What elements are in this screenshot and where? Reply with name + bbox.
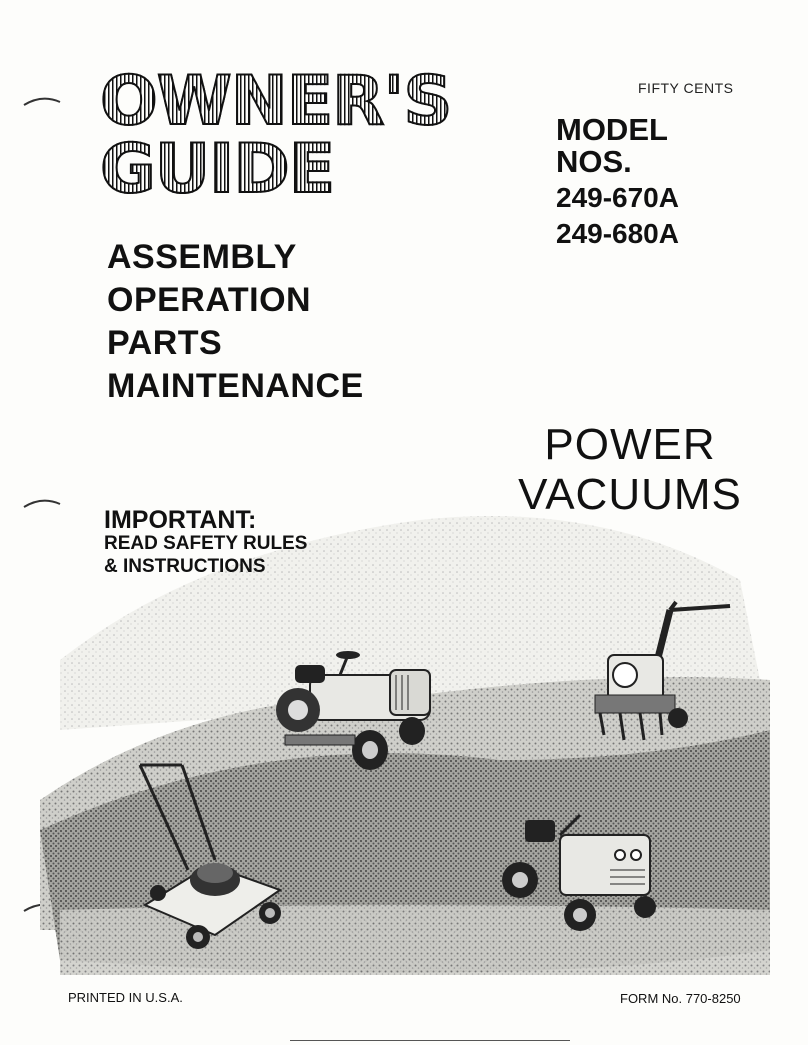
section-operation: OPERATION [107,281,312,319]
model-label-line-1: MODEL [556,112,668,147]
important-heading: IMPORTANT: [104,506,257,534]
section-maintenance: MAINTENANCE [107,367,364,405]
model-label-line-2: NOS. [556,144,632,179]
form-number: FORM No. 770-8250 [620,991,741,1006]
printed-in-label: PRINTED IN U.S.A. [68,990,183,1005]
model-number: 249-680A [556,218,679,249]
title-line-2: GUIDE [100,130,335,209]
safety-line-2: & INSTRUCTIONS [104,556,266,577]
product-name [500,420,760,520]
price-label: FIFTY CENTS [638,80,734,96]
safety-notice [104,532,307,578]
section-assembly: ASSEMBLY [107,238,297,276]
product-line-2: VACUUMS [518,470,742,519]
bottom-rule [290,1040,570,1041]
section-list [107,236,364,408]
product-line-1: POWER [544,420,716,469]
model-label [556,114,668,178]
owners-guide-title [100,62,452,209]
title-line-1: OWNER'S [100,62,452,141]
safety-line-1: READ SAFETY RULES [104,533,308,554]
binder-mark [22,96,62,106]
model-number: 249-670A [556,182,679,213]
section-parts: PARTS [107,324,223,362]
